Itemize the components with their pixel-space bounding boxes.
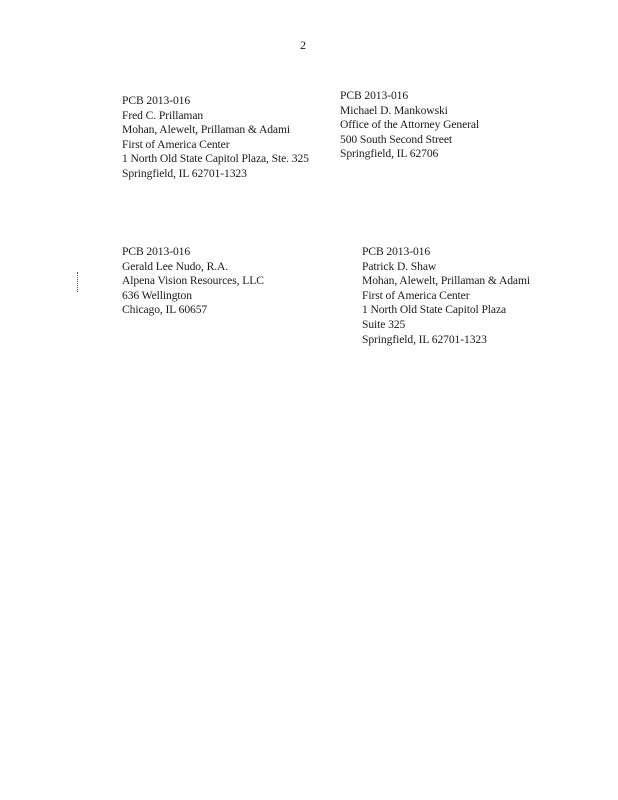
- address-block-prillaman: [122, 94, 309, 182]
- case-number: PCB 2013-016: [340, 89, 409, 102]
- case-number: PCB 2013-016: [122, 245, 191, 258]
- address-line: First of America Center: [362, 288, 470, 302]
- recipient-name: Michael D. Mankowski: [340, 103, 448, 117]
- city-state-zip: Springfield, IL 62706: [340, 147, 439, 161]
- recipient-name: Patrick D. Shaw: [362, 259, 437, 273]
- address-block-mankowski: [340, 89, 479, 162]
- address-block-shaw: [362, 245, 530, 347]
- address-line: 636 Wellington: [122, 288, 192, 302]
- margin-mark: [77, 272, 78, 292]
- recipient-name: Fred C. Prillaman: [122, 108, 204, 122]
- page-number: 2: [300, 38, 306, 52]
- recipient-organization: Office of the Attorney General: [340, 118, 480, 132]
- address-block-nudo: [122, 245, 264, 318]
- city-state-zip: Chicago, IL 60657: [122, 303, 208, 317]
- city-state-zip: Springfield, IL 62701-1323: [362, 332, 487, 346]
- address-line: 500 South Second Street: [340, 132, 453, 146]
- recipient-organization: Mohan, Alewelt, Prillaman & Adami: [362, 274, 531, 288]
- address-line: First of America Center: [122, 137, 230, 151]
- case-number: PCB 2013-016: [122, 94, 191, 107]
- case-number: PCB 2013-016: [362, 245, 431, 258]
- address-line: Suite 325: [362, 317, 406, 331]
- city-state-zip: Springfield, IL 62701-1323: [122, 166, 247, 180]
- recipient-organization: Mohan, Alewelt, Prillaman & Adami: [122, 123, 291, 137]
- recipient-name: Gerald Lee Nudo, R.A.: [122, 259, 229, 273]
- recipient-organization: Alpena Vision Resources, LLC: [122, 274, 264, 288]
- address-line: 1 North Old State Capitol Plaza: [362, 303, 507, 317]
- address-line: 1 North Old State Capitol Plaza, Ste. 325: [122, 152, 309, 166]
